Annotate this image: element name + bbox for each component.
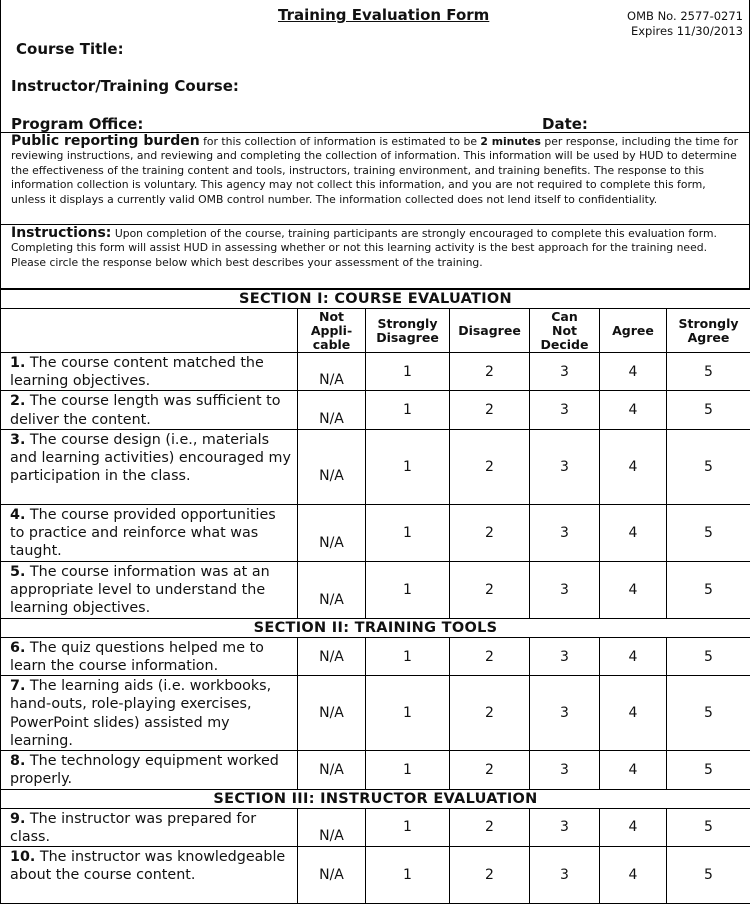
rating-1[interactable]: 1 bbox=[366, 561, 450, 618]
rating-na[interactable]: N/A bbox=[298, 391, 366, 429]
section-2-header: SECTION II: TRAINING TOOLS bbox=[1, 618, 750, 637]
rating-3[interactable]: 3 bbox=[530, 637, 600, 675]
burden-statement bbox=[0, 133, 750, 225]
rating-1[interactable]: 1 bbox=[366, 676, 450, 751]
rating-5[interactable]: 5 bbox=[667, 676, 750, 751]
rating-4[interactable]: 4 bbox=[600, 637, 667, 675]
rating-4[interactable]: 4 bbox=[600, 353, 667, 391]
rating-5[interactable]: 5 bbox=[667, 847, 750, 904]
strongly-disagree-header: Strongly Disagree bbox=[366, 309, 450, 353]
rating-na[interactable]: N/A bbox=[298, 751, 366, 789]
question-text: 2. The course length was sufficient to deliver the content. bbox=[1, 391, 298, 429]
rating-2[interactable]: 2 bbox=[450, 353, 530, 391]
instructions-text: Upon completion of the course, training participants are strongly encouraged to complete this evaluation form. Completing this form will assist HUD in assessing whether or not this learning activity is the best approach for the training need. Please circle the response below which best describes your assessment of the training. bbox=[11, 227, 717, 269]
rating-3[interactable]: 3 bbox=[530, 808, 600, 846]
rating-3[interactable]: 3 bbox=[530, 429, 600, 504]
rating-5[interactable]: 5 bbox=[667, 429, 750, 504]
rating-3[interactable]: 3 bbox=[530, 676, 600, 751]
burden-text-1: for this collection of information is estimated to be bbox=[200, 135, 481, 148]
rating-5[interactable]: 5 bbox=[667, 808, 750, 846]
rating-5[interactable]: 5 bbox=[667, 391, 750, 429]
question-row bbox=[1, 808, 750, 846]
question-column-header bbox=[1, 309, 298, 353]
question-row bbox=[1, 676, 750, 751]
question-text: 3. The course design (i.e., materials and learning activities) encouraged my participation in the class. bbox=[1, 429, 298, 504]
question-text: 1. The course content matched the learning objectives. bbox=[1, 353, 298, 391]
rating-na[interactable]: N/A bbox=[298, 637, 366, 675]
rating-2[interactable]: 2 bbox=[450, 391, 530, 429]
question-row bbox=[1, 751, 750, 789]
question-row bbox=[1, 429, 750, 504]
form-header bbox=[0, 0, 750, 132]
instructor-label: Instructor/Training Course: bbox=[11, 77, 239, 95]
rating-1[interactable]: 1 bbox=[366, 429, 450, 504]
date-label: Date: bbox=[542, 115, 588, 133]
question-text: 10. The instructor was knowledgeable about the course content. bbox=[1, 847, 298, 904]
instructions-lead: Instructions: bbox=[11, 225, 111, 241]
question-text: 9. The instructor was prepared for class. bbox=[1, 808, 298, 846]
question-text: 6. The quiz questions helped me to learn the course information. bbox=[1, 637, 298, 675]
rating-na[interactable]: N/A bbox=[298, 429, 366, 504]
rating-3[interactable]: 3 bbox=[530, 353, 600, 391]
rating-2[interactable]: 2 bbox=[450, 751, 530, 789]
burden-lead: Public reporting burden bbox=[11, 133, 200, 149]
rating-2[interactable]: 2 bbox=[450, 808, 530, 846]
rating-1[interactable]: 1 bbox=[366, 504, 450, 561]
rating-na[interactable]: N/A bbox=[298, 808, 366, 846]
rating-4[interactable]: 4 bbox=[600, 504, 667, 561]
rating-3[interactable]: 3 bbox=[530, 561, 600, 618]
rating-5[interactable]: 5 bbox=[667, 751, 750, 789]
question-row bbox=[1, 561, 750, 618]
disagree-header: Disagree bbox=[450, 309, 530, 353]
rating-4[interactable]: 4 bbox=[600, 808, 667, 846]
question-row bbox=[1, 391, 750, 429]
burden-time: 2 minutes bbox=[480, 135, 541, 148]
rating-na[interactable]: N/A bbox=[298, 847, 366, 904]
rating-1[interactable]: 1 bbox=[366, 391, 450, 429]
rating-2[interactable]: 2 bbox=[450, 676, 530, 751]
course-title-label: Course Title: bbox=[16, 40, 124, 58]
section-1-header: SECTION I: COURSE EVALUATION bbox=[1, 290, 750, 309]
rating-4[interactable]: 4 bbox=[600, 561, 667, 618]
question-row bbox=[1, 637, 750, 675]
question-text: 5. The course information was at an appropriate level to understand the learning objectives. bbox=[1, 561, 298, 618]
rating-3[interactable]: 3 bbox=[530, 751, 600, 789]
rating-3[interactable]: 3 bbox=[530, 391, 600, 429]
rating-4[interactable]: 4 bbox=[600, 391, 667, 429]
question-row bbox=[1, 353, 750, 391]
question-row bbox=[1, 504, 750, 561]
rating-2[interactable]: 2 bbox=[450, 637, 530, 675]
rating-2[interactable]: 2 bbox=[450, 561, 530, 618]
instructions-block bbox=[0, 225, 750, 289]
column-header-row bbox=[1, 309, 750, 353]
rating-4[interactable]: 4 bbox=[600, 429, 667, 504]
rating-1[interactable]: 1 bbox=[366, 353, 450, 391]
strongly-agree-header: Strongly Agree bbox=[667, 309, 750, 353]
evaluation-table bbox=[0, 289, 750, 904]
can-not-decide-header: Can Not Decide bbox=[530, 309, 600, 353]
agree-header: Agree bbox=[600, 309, 667, 353]
rating-na[interactable]: N/A bbox=[298, 676, 366, 751]
rating-5[interactable]: 5 bbox=[667, 637, 750, 675]
question-text: 7. The learning aids (i.e. workbooks, hand-outs, role-playing exercises, PowerPoint slides) assisted my learning. bbox=[1, 676, 298, 751]
form-title: Training Evaluation Form bbox=[278, 6, 489, 24]
rating-1[interactable]: 1 bbox=[366, 637, 450, 675]
rating-2[interactable]: 2 bbox=[450, 504, 530, 561]
rating-5[interactable]: 5 bbox=[667, 561, 750, 618]
question-text: 4. The course provided opportunities to practice and reinforce what was taught. bbox=[1, 504, 298, 561]
rating-1[interactable]: 1 bbox=[366, 808, 450, 846]
rating-2[interactable]: 2 bbox=[450, 847, 530, 904]
section-3-header: SECTION III: INSTRUCTOR EVALUATION bbox=[1, 789, 750, 808]
section-header-row bbox=[1, 618, 750, 637]
question-row bbox=[1, 847, 750, 904]
rating-5[interactable]: 5 bbox=[667, 504, 750, 561]
omb-info bbox=[627, 9, 743, 39]
rating-1[interactable]: 1 bbox=[366, 847, 450, 904]
rating-na[interactable]: N/A bbox=[298, 353, 366, 391]
program-office-label: Program Office: bbox=[11, 115, 143, 133]
rating-3[interactable]: 3 bbox=[530, 847, 600, 904]
rating-na[interactable]: N/A bbox=[298, 504, 366, 561]
rating-4[interactable]: 4 bbox=[600, 676, 667, 751]
section-header-row bbox=[1, 290, 750, 309]
rating-1[interactable]: 1 bbox=[366, 751, 450, 789]
question-text: 8. The technology equipment worked properly. bbox=[1, 751, 298, 789]
rating-4[interactable]: 4 bbox=[600, 751, 667, 789]
rating-3[interactable]: 3 bbox=[530, 504, 600, 561]
omb-number: OMB No. 2577-0271 bbox=[627, 9, 743, 24]
rating-na[interactable]: N/A bbox=[298, 561, 366, 618]
rating-5[interactable]: 5 bbox=[667, 353, 750, 391]
burden-text-2: per response, including the time for reviewing instructions, and reviewing and completing the collection of information. This information will be used by HUD to determine the effectiveness of the training content and tools, instructors, training environment, and training benefits. The response to this information collection is voluntary. This agency may not collect this information, and you are not required to complete this form, unless it displays a currently valid OMB control number. The information collected does not lend itself to confidentiality. bbox=[11, 135, 738, 206]
omb-expires: Expires 11/30/2013 bbox=[627, 24, 743, 39]
section-header-row bbox=[1, 789, 750, 808]
rating-2[interactable]: 2 bbox=[450, 429, 530, 504]
not-applicable-header: Not Appli- cable bbox=[298, 309, 366, 353]
rating-4[interactable]: 4 bbox=[600, 847, 667, 904]
